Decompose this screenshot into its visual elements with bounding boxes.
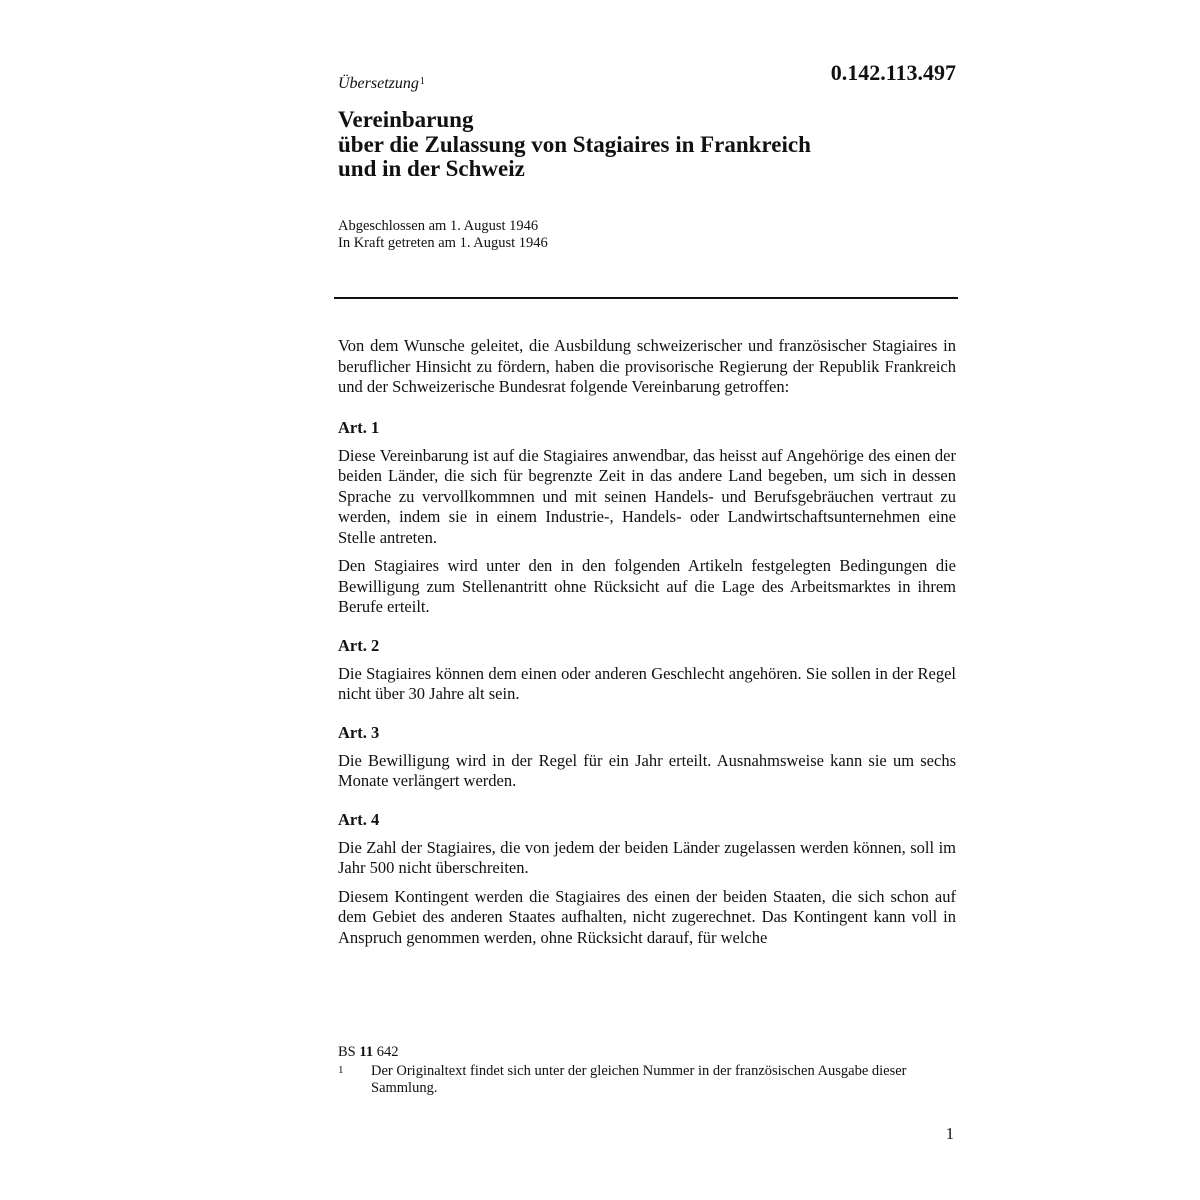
footnote-mark: 1 [338, 1064, 344, 1076]
preamble: Von dem Wunsche geleitet, die Ausbildung schweizerischer und französischer Stagiaires in beruflicher Hinsicht zu fördern, haben die provisorische Regierung der Republik Frankreich und der Schweizerische Bundesrat folgende Vereinbarung getroffen: [338, 336, 956, 396]
article-3 [338, 723, 956, 792]
document-title [338, 108, 958, 182]
page-footer [338, 1044, 938, 1097]
page-number: 1 [945, 1124, 954, 1143]
article-4 [338, 810, 956, 949]
footnote-text: Der Originaltext findet sich unter der gleichen Nummer in der französischen Ausgabe dieser Sammlung. [371, 1063, 907, 1096]
title-line-2: über die Zulassung von Stagiaires in Frankreich [338, 131, 811, 157]
concluded-date: Abgeschlossen am 1. August 1946 [338, 218, 539, 234]
bs-page: 642 [376, 1044, 399, 1060]
article-heading: Art. 4 [338, 809, 380, 829]
article-paragraph: Die Stagiaires können dem einen oder anderen Geschlecht angehören. Sie sollen in der Regel nicht über 30 Jahre alt sein. [338, 663, 956, 703]
article-heading: Art. 2 [338, 635, 380, 655]
article-paragraph: Die Bewilligung wird in der Regel für ein Jahr erteilt. Ausnahmsweise kann sie um sechs Monate verlängert werden. [338, 750, 956, 790]
translation-label-text: Übersetzung [338, 75, 419, 92]
article-paragraph: Diesem Kontingent werden die Stagiaires des einen der beiden Staaten, die sich schon auf dem Gebiet des anderen Staates aufhalten, nicht zugerechnet. Das Kontingent kann voll in Anspruch genommen werden, ohne Rücksicht darauf, für welche [338, 886, 956, 947]
header-divider [334, 297, 958, 299]
article-1 [338, 418, 956, 618]
bs-reference [338, 1044, 938, 1061]
title-line-1: Vereinbarung [338, 107, 474, 132]
article-2 [338, 636, 956, 705]
article-paragraph: Den Stagiaires wird unter den in den folgenden Artikeln festgelegten Bedingungen die Bewilligung zum Stellenantritt ohne Rücksicht auf die Lage des Arbeitsmarktes in ihrem Berufe erteilt. [338, 556, 956, 616]
article-paragraph: Diese Vereinbarung ist auf die Stagiaires anwendbar, das heisst auf Angehörige des einen der beiden Länder, die sich für begrenzte Zeit in das andere Land begeben, um sich in dessen Sprache zu vervollkommnen und mit seinen Handels- und Berufsgebräuchen vertraut zu werden, indem sie in einem Industrie-, Handels- oder Landwirtschaftsunternehmen eine Stelle antreten. [338, 445, 956, 547]
translation-label [338, 74, 425, 94]
title-line-3: und in der Schweiz [338, 156, 525, 181]
footnote-reference[interactable]: 1 [419, 76, 425, 87]
bs-volume: 11 [359, 1044, 374, 1060]
in-force-date: In Kraft getreten am 1. August 1946 [338, 235, 548, 251]
document-body [338, 336, 956, 966]
footnote [338, 1063, 938, 1097]
article-heading: Art. 3 [338, 722, 380, 742]
bs-prefix: BS [338, 1044, 356, 1060]
article-heading: Art. 1 [338, 417, 380, 437]
sr-number: 0.142.113.497 [830, 60, 956, 85]
document-meta [338, 218, 548, 252]
article-paragraph: Die Zahl der Stagiaires, die von jedem der beiden Länder zugelassen werden können, soll im Jahr 500 nicht überschreiten. [338, 837, 956, 877]
